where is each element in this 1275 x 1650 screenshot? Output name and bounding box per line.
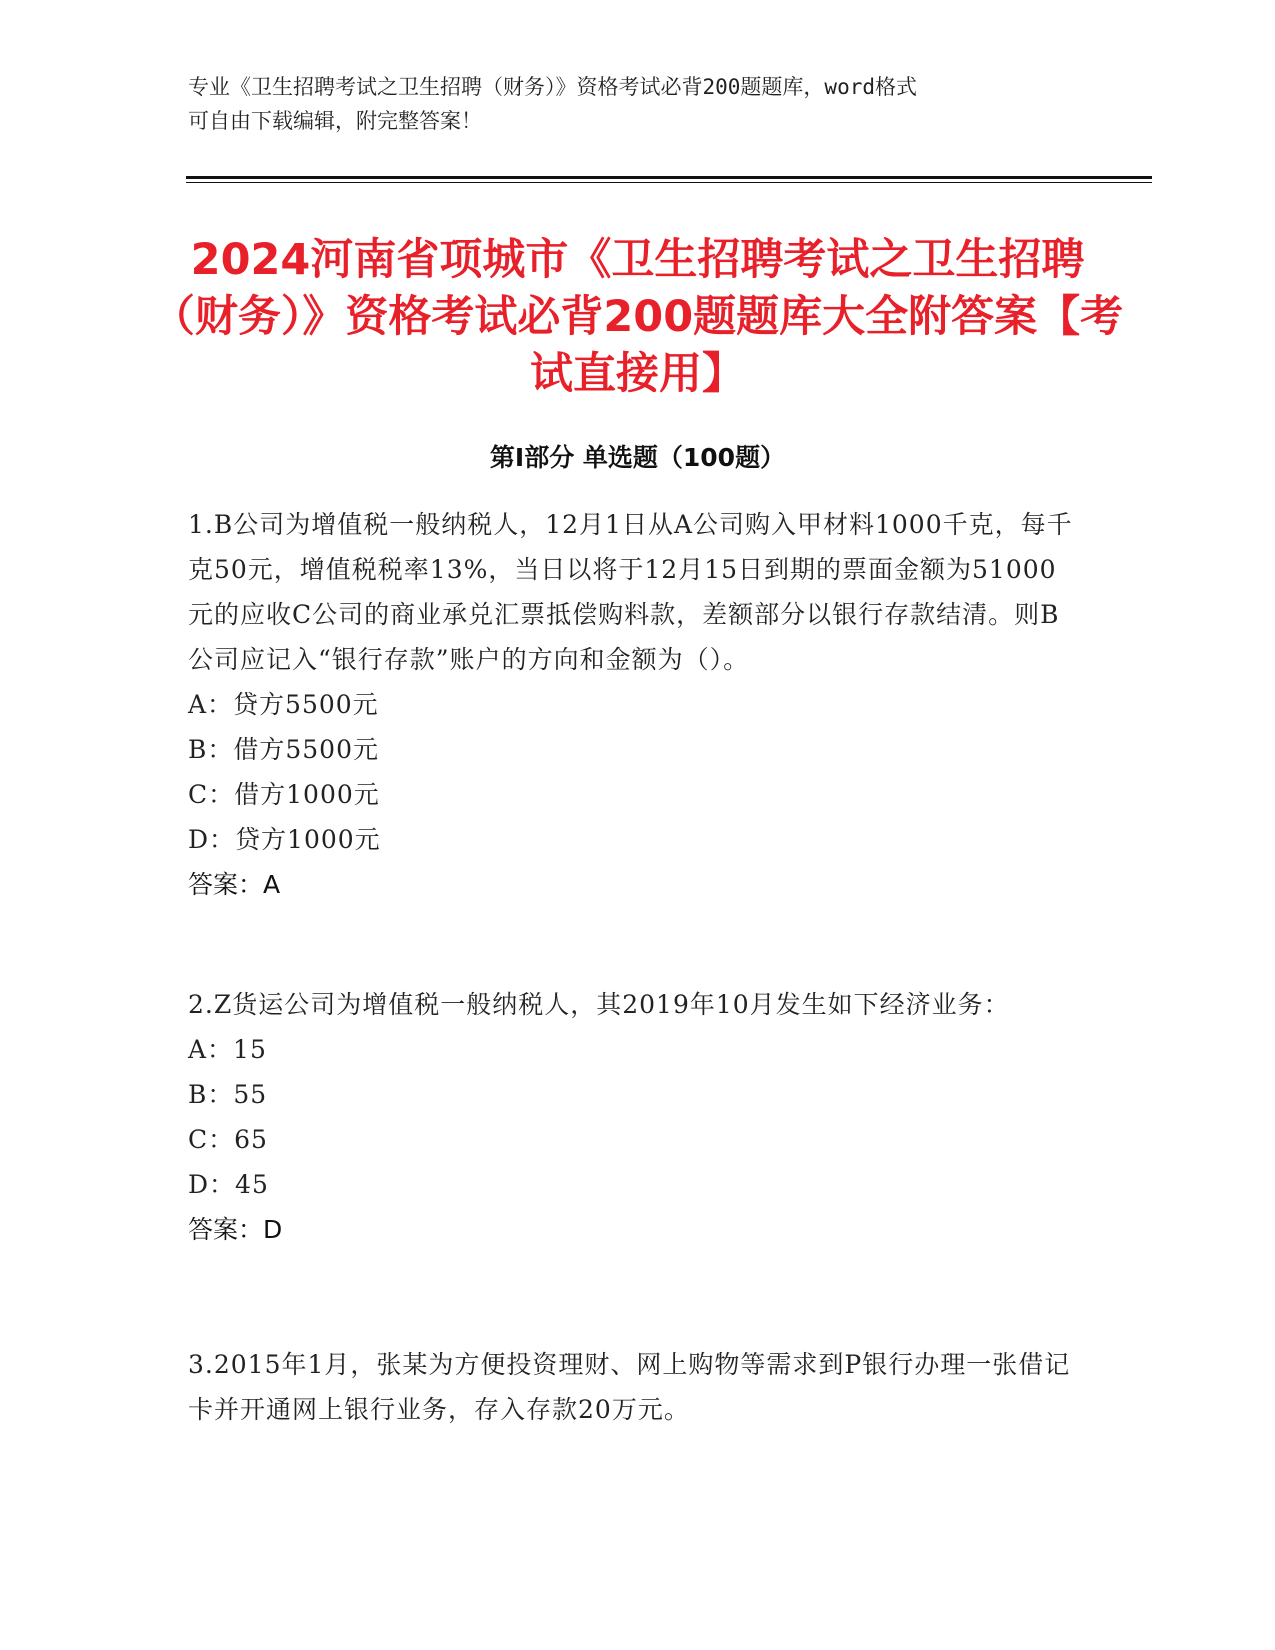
option-a: A：贷方5500元 <box>188 690 379 719</box>
option-b: B：借方5500元 <box>188 735 379 764</box>
question-2 <box>188 982 1078 1252</box>
question-stem: 1.B公司为增值税一般纳税人，12月1日从A公司购入甲材料1000千克，每千克50元，增值税税率13%，当日以将于12月15日到期的票面金额为51000元的应收C公司的商业承兑汇票抵偿购料款，差额部分以银行存款结清。则B公司应记入“银行存款”账户的方向和金额为（）。 <box>188 510 1073 674</box>
document-title: 2024河南省项城市《卫生招聘考试之卫生招聘（财务）》资格考试必背200题题库大全附答案【考试直接用】 <box>151 235 1124 399</box>
question-1 <box>188 502 1078 907</box>
question-3 <box>188 1342 1078 1432</box>
header-divider <box>186 176 1152 179</box>
header-divider-thin <box>186 182 1152 183</box>
question-stem: 3.2015年1月，张某为方便投资理财、网上购物等需求到P银行办理一张借记卡并开通网上银行业务，存入存款20万元。 <box>188 1350 1071 1424</box>
option-c: C：借方1000元 <box>188 780 380 809</box>
answer: 答案：A <box>188 870 281 899</box>
option-a: A：15 <box>188 1035 267 1064</box>
question-stem: 2.Z货运公司为增值税一般纳税人，其2019年10月发生如下经济业务： <box>188 990 1010 1019</box>
option-d: D：45 <box>188 1170 269 1199</box>
option-c: C：65 <box>188 1125 268 1154</box>
header-note: 专业《卫生招聘考试之卫生招聘（财务）》资格考试必背200题题库，word格式 可自由下载编辑，附完整答案！ <box>188 75 917 133</box>
option-d: D：贷方1000元 <box>188 825 381 854</box>
answer: 答案：D <box>188 1215 283 1244</box>
section-heading: 第Ⅰ部分 单选题（100题） <box>489 443 786 472</box>
option-b: B：55 <box>188 1080 268 1109</box>
